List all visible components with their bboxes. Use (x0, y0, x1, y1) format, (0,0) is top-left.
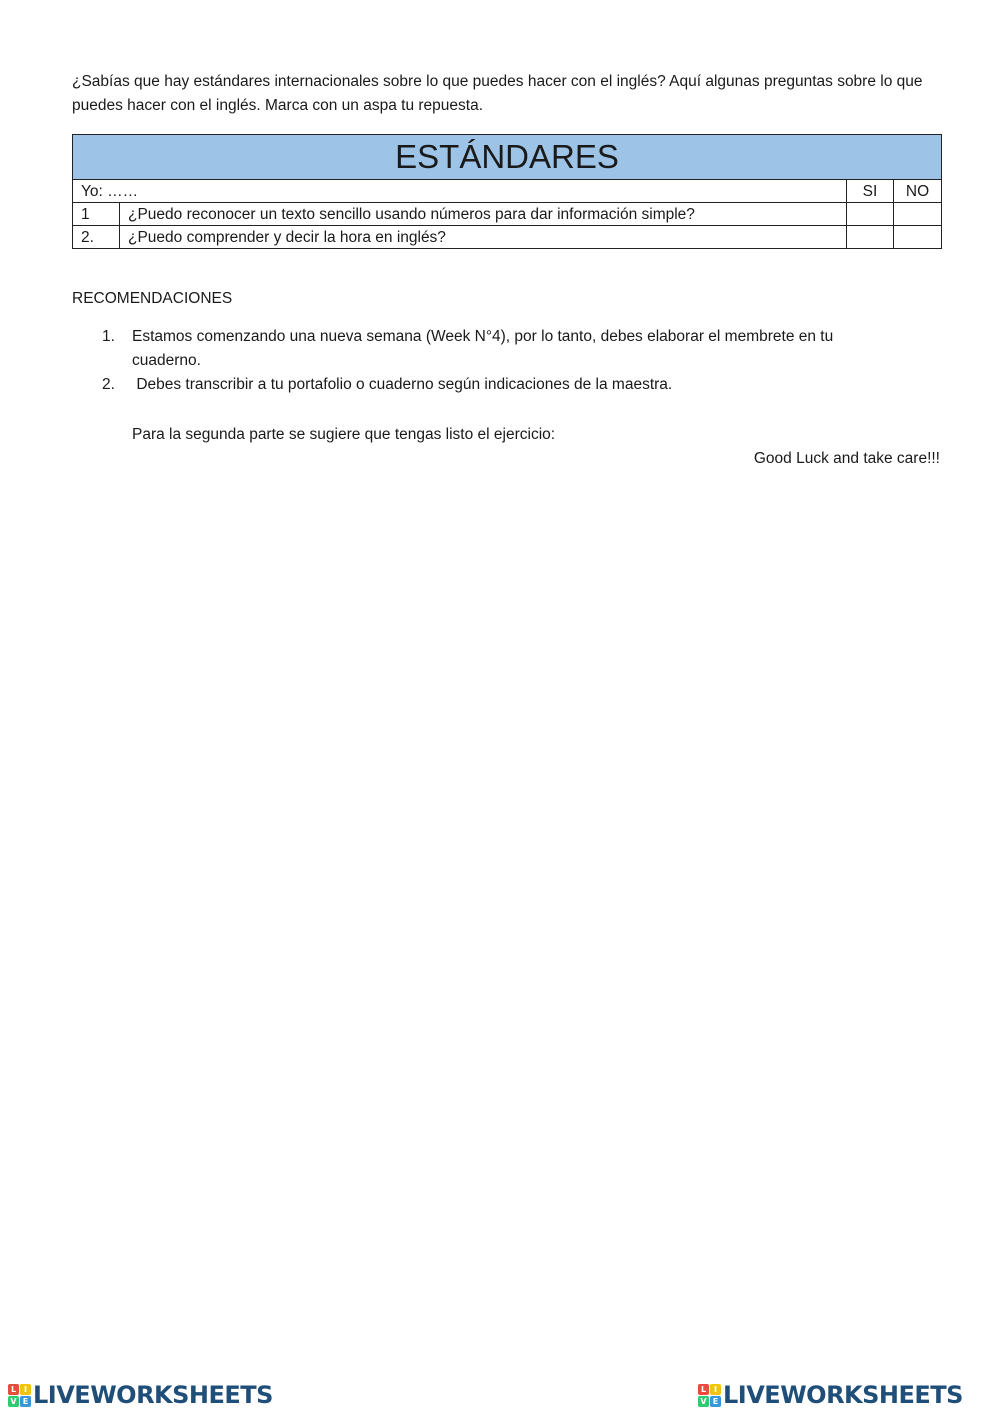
table-row (73, 203, 942, 226)
list-item (72, 325, 902, 373)
si-answer-box[interactable] (847, 203, 894, 226)
no-header: NO (894, 180, 942, 203)
row-question: ¿Puedo comprender y decir la hora en inglés? (120, 226, 847, 249)
list-item-number: 2. (102, 376, 115, 393)
logo-square-icon: L (8, 1384, 19, 1395)
logo-square-icon: I (20, 1384, 31, 1395)
liveworksheets-icon (698, 1384, 721, 1407)
si-header: SI (847, 180, 894, 203)
liveworksheets-wordmark: LIVEWORKSHEETS (33, 1381, 273, 1409)
signoff: Good Luck and take care!!! (753, 450, 940, 467)
no-answer-box[interactable] (894, 203, 942, 226)
logo-square-icon: V (698, 1396, 709, 1407)
logo-square-icon: E (20, 1396, 31, 1407)
intro-text: ¿Sabías que hay estándares internacionales sobre lo que puedes hacer con el inglés? Aquí algunas preguntas sobre lo que puedes hacer con el inglés. Marca con un aspa tu repuesta. (72, 73, 923, 114)
row-number: 1 (73, 203, 120, 226)
table-title: ESTÁNDARES (73, 135, 942, 180)
standards-table (72, 134, 942, 249)
row-question: ¿Puedo reconocer un texto sencillo usando números para dar información simple? (120, 203, 847, 226)
recommendations-heading: RECOMENDACIONES (72, 290, 233, 307)
row-number: 2. (73, 226, 120, 249)
yo-cell: Yo: …… (73, 180, 847, 203)
liveworksheets-wordmark: LIVEWORKSHEETS (723, 1381, 963, 1409)
liveworksheets-icon (8, 1384, 31, 1407)
list-item-number: 1. (102, 328, 115, 345)
logo-square-icon: L (698, 1384, 709, 1395)
logo-square-icon: E (710, 1396, 721, 1407)
logo-square-icon: I (710, 1384, 721, 1395)
table-title-row (73, 135, 942, 180)
logo-square-icon: V (8, 1396, 19, 1407)
table-header-row (73, 180, 942, 203)
exercise-note: Para la segunda parte se sugiere que tengas listo el ejercicio: (132, 426, 556, 443)
liveworksheets-logo (698, 1380, 963, 1410)
list-item (72, 373, 902, 397)
liveworksheets-logo (8, 1380, 273, 1410)
list-item-text: Estamos comenzando una nueva semana (Week N°4), por lo tanto, debes elaborar el membrete en tu cuaderno. (132, 328, 834, 369)
list-item-text: Debes transcribir a tu portafolio o cuaderno según indicaciones de la maestra. (132, 376, 673, 393)
table-row (73, 226, 942, 249)
si-answer-box[interactable] (847, 226, 894, 249)
recommendations-list (72, 325, 902, 397)
no-answer-box[interactable] (894, 226, 942, 249)
